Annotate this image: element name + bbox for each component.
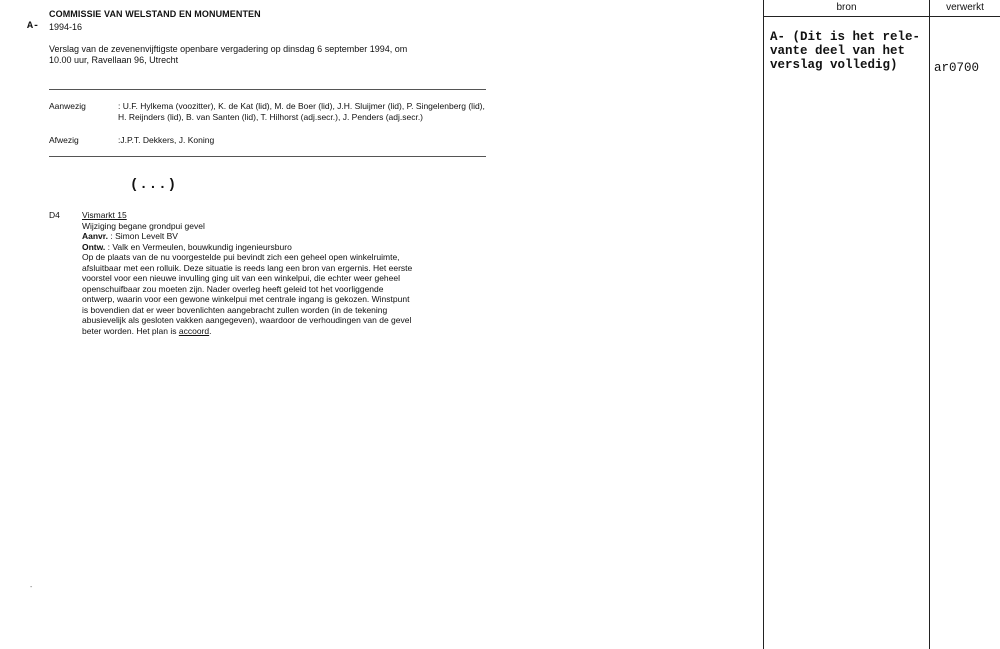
- table-border-left: [763, 0, 764, 649]
- column-header-verwerkt: verwerkt: [946, 2, 984, 13]
- source-note-line: verslag volledig): [770, 58, 898, 72]
- designer-value: : Valk en Vermeulen, bouwkundig ingenieursburo: [107, 241, 292, 252]
- table-header-rule: [763, 16, 1000, 17]
- omission-marker: (...): [130, 177, 178, 193]
- item-body-line: is bovendien dat er weer bovenlichten aangebracht zullen worden (in de tekening: [82, 304, 388, 315]
- applicant-row: [82, 231, 482, 242]
- designer-row: [82, 242, 482, 253]
- source-note-line: vante deel van het: [770, 44, 906, 58]
- intro-line: 10.00 uur, Ravellaan 96, Utrecht: [49, 55, 179, 65]
- organization-title: COMMISSIE VAN WELSTAND EN MONUMENTEN: [49, 9, 261, 19]
- source-note: [770, 30, 926, 72]
- absent-label: Afwezig: [49, 135, 79, 145]
- item-body-line: voorstel voor een nieuwe invulling ging uit van een winkelpui, die echter weer geheel: [82, 273, 401, 283]
- intro-line: Verslag van de zevenenvijftigste openbare vergadering op dinsdag 6 september 1994, om: [49, 44, 408, 54]
- absent-list: :J.P.T. Dekkers, J. Koning: [118, 135, 215, 145]
- verdict: accoord: [178, 325, 210, 336]
- applicant-label: Aanvr.: [82, 231, 108, 241]
- item-body-line: abusievelijk als gesloten vakken aangegeven), waardoor de verhoudingen van de gevel: [82, 315, 412, 325]
- table-border-middle: [929, 0, 930, 649]
- item-body-line: openschuifbaar zou moeten zijn. Nader overleg heeft geleid tot het voorliggende: [82, 283, 384, 294]
- meeting-intro: [49, 44, 469, 66]
- agenda-item: [82, 210, 482, 336]
- item-body-line: Op de plaats van de nu voorgestelde pui bevindt zich een geheel open winkelruimte,: [82, 252, 400, 262]
- item-number: D4: [49, 210, 60, 220]
- verdict-suffix: .: [209, 325, 212, 336]
- item-body-last-line: [82, 326, 482, 337]
- source-note-line: A- (Dit is het rele-: [770, 30, 921, 44]
- report-reference: 1994-16: [49, 22, 83, 32]
- divider: [49, 89, 486, 90]
- processed-code: ar0700: [934, 61, 980, 75]
- item-body-line: ontwerp, waarin voor een gewone winkelpui met centrale ingang is gekozen. Winstpunt: [82, 294, 410, 304]
- margin-tick: -: [30, 584, 33, 591]
- annotation-marker: A-: [27, 21, 40, 32]
- present-list: : U.F. Hylkema (voozitter), K. de Kat (lid), M. de Boer (lid), J.H. Sluijmer (lid), P. Singelenberg (lid), H. Reijnders (lid), B. van Santen (lid), T. Hilhorst (adj.secr.), J. Penders (adj.secr.): [118, 101, 485, 122]
- item-body-line: afsluitbaar met een rolluik. Deze situatie is reeds lang een bron van ergernis. Het eerste: [82, 262, 413, 273]
- column-header-bron: bron: [836, 2, 857, 13]
- verdict-prefix: beter worden. Het plan is: [82, 325, 179, 336]
- item-title: Vismarkt 15: [82, 210, 127, 220]
- item-subtitle: Wijziging begane grondpui gevel: [82, 220, 205, 231]
- present-label: Aanwezig: [49, 101, 86, 111]
- divider: [49, 156, 486, 157]
- designer-label: Ontw.: [82, 241, 106, 252]
- applicant-value: : Simon Levelt BV: [110, 231, 178, 241]
